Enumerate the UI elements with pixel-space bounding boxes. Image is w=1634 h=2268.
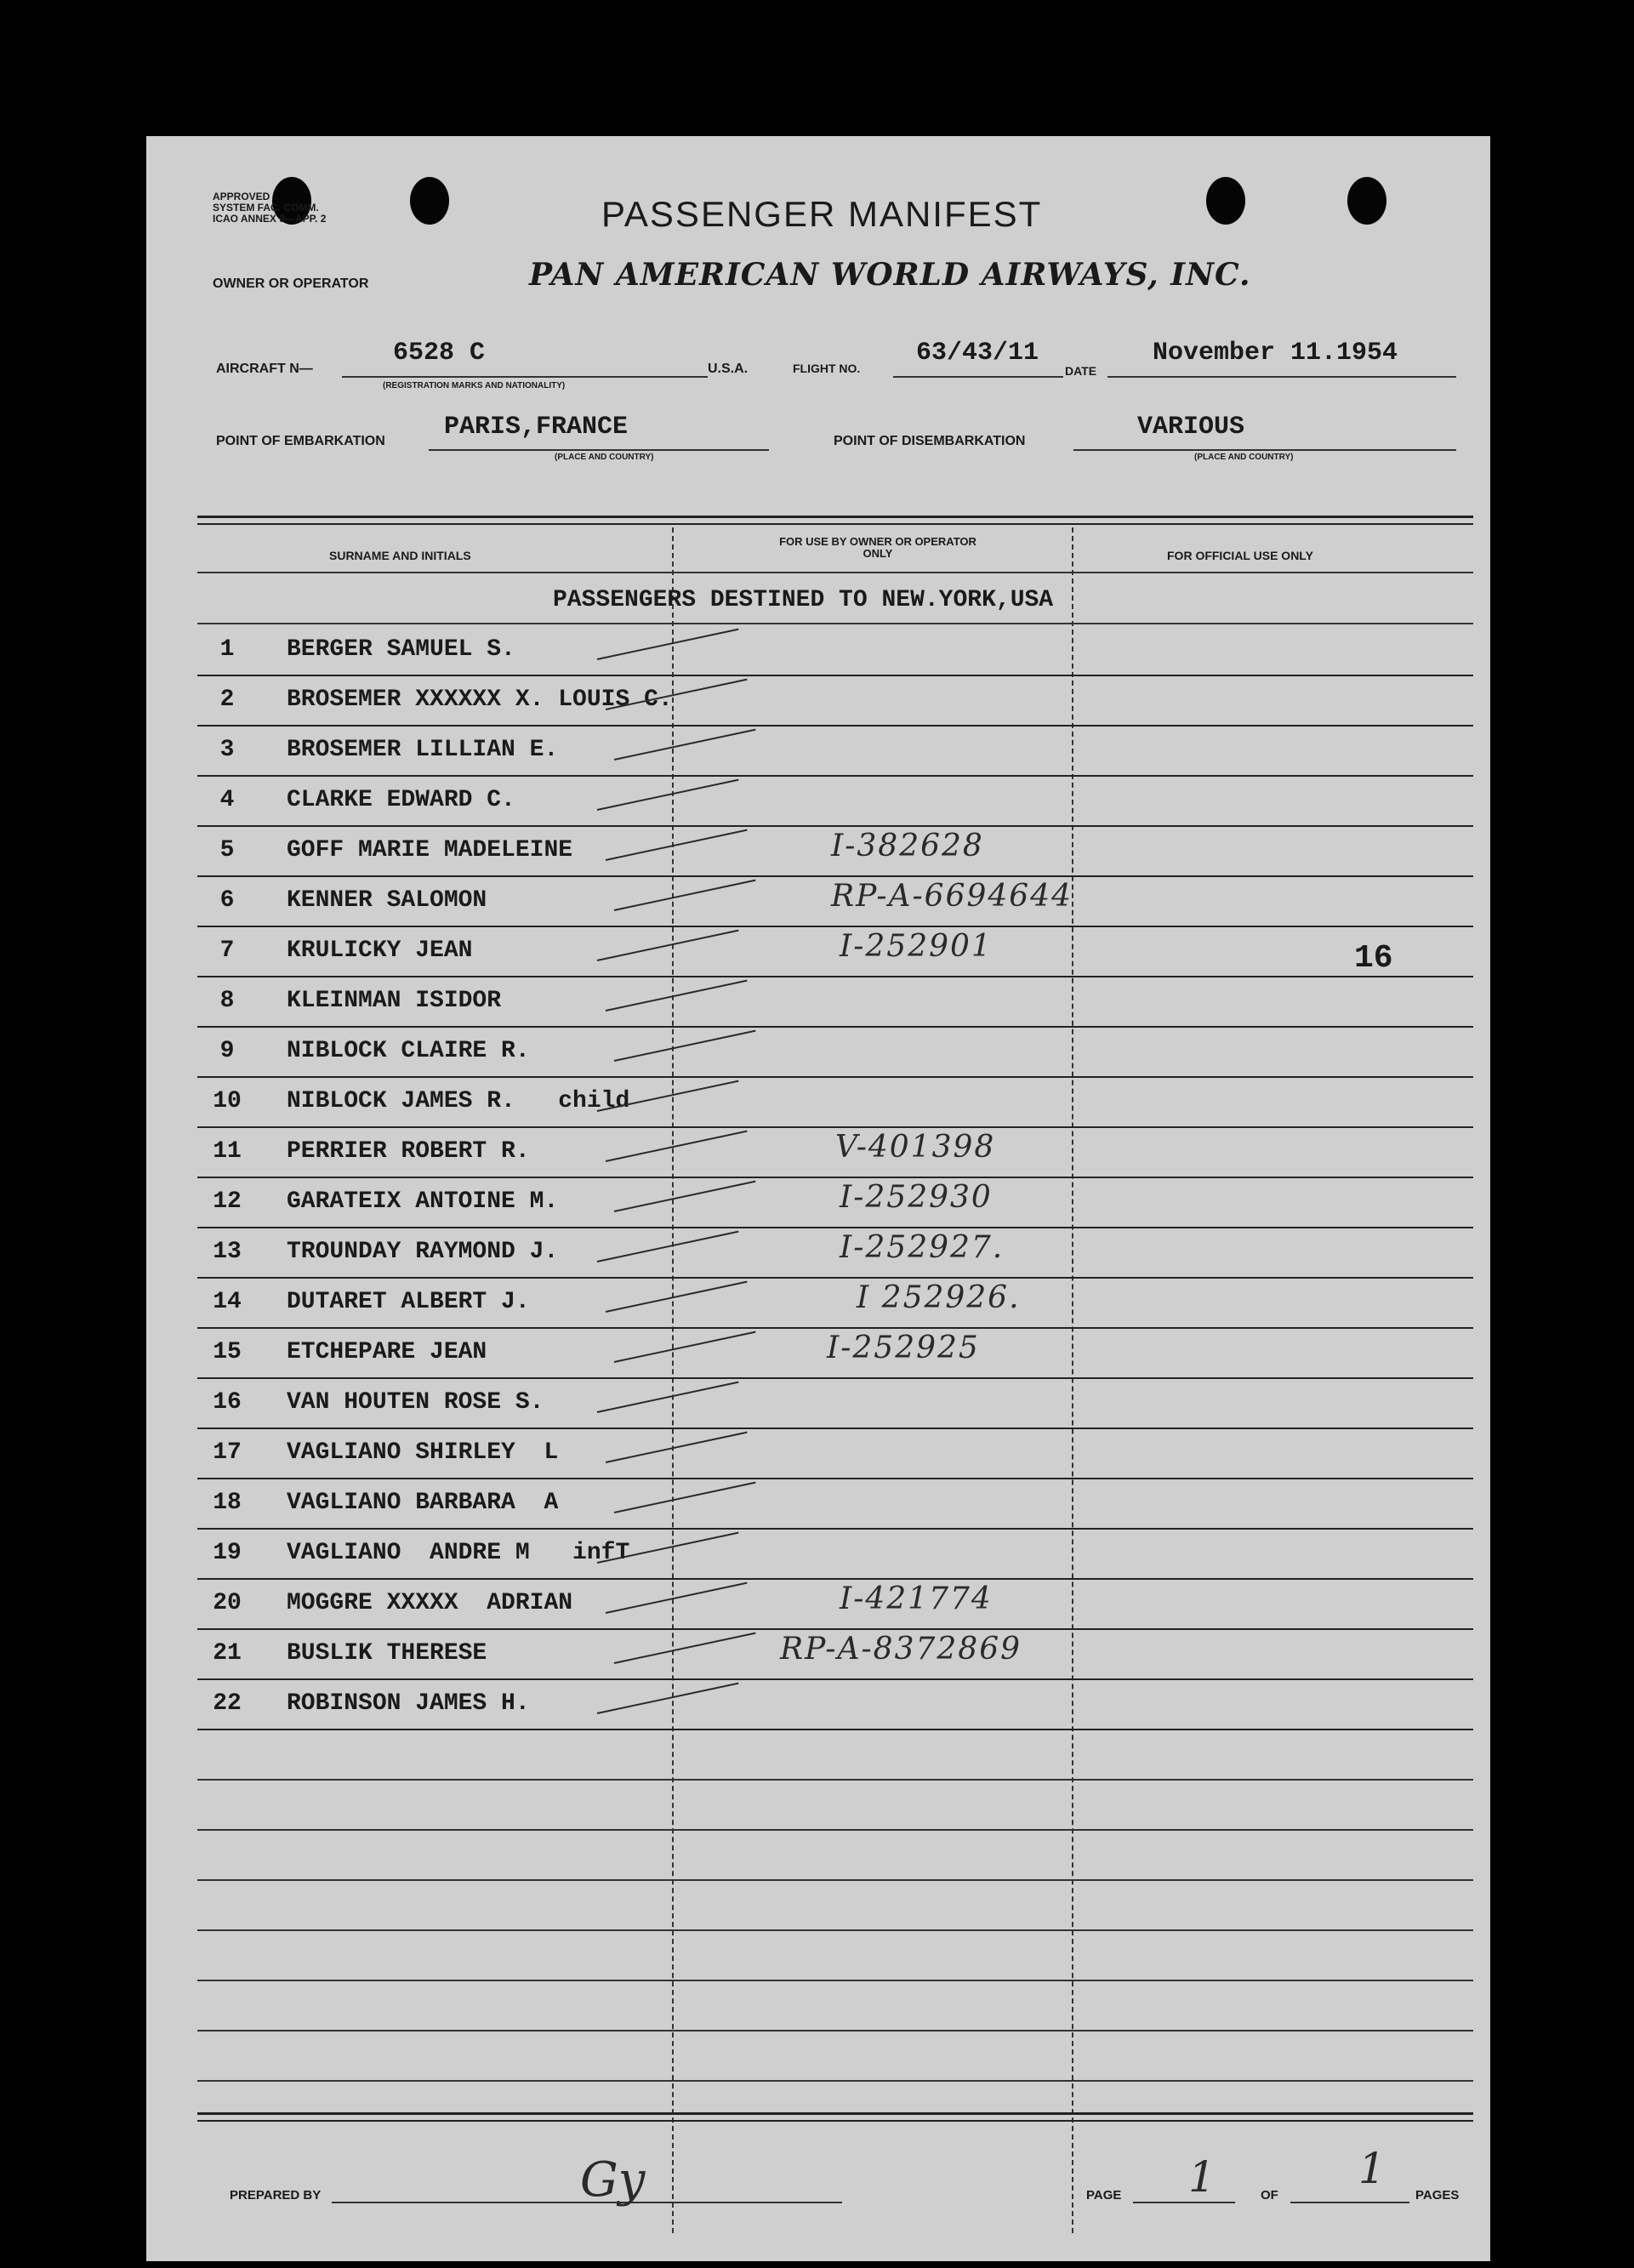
prepared-by-label: PREPARED BY xyxy=(230,2188,322,2202)
row-number: 20 xyxy=(213,1590,242,1616)
date-value: November 11.1954 xyxy=(1153,339,1398,368)
passenger-name: BROSEMER XXXXXX X. LOUIS C. xyxy=(287,687,673,713)
ruled-line xyxy=(197,1779,1473,1781)
aircraft-value: 6528 C xyxy=(393,339,486,368)
passenger-name: TROUNDAY RAYMOND J. xyxy=(287,1239,559,1265)
disembarkation-value: VARIOUS xyxy=(1137,413,1245,442)
table-row xyxy=(197,1628,1473,1680)
passport-number-note: I-252930 xyxy=(840,1180,993,1215)
disembarkation-caption: (PLACE AND COUNTRY) xyxy=(1194,453,1294,462)
embarkation-label: POINT OF EMBARKATION xyxy=(216,434,385,448)
row-number: 1 xyxy=(219,636,235,663)
table-row xyxy=(197,926,1473,977)
ruled-line xyxy=(197,1929,1473,1931)
ruled-line xyxy=(197,2030,1473,2032)
passenger-name: ROBINSON JAMES H. xyxy=(287,1690,530,1717)
table-row xyxy=(197,1327,1473,1379)
passenger-name: GOFF MARIE MADELEINE xyxy=(287,837,573,863)
approval-line: SYSTEM FAC. COMM. xyxy=(213,202,319,214)
check-mark-stroke xyxy=(606,1432,748,1463)
check-mark-stroke xyxy=(614,880,756,911)
owner-label: OWNER OR OPERATOR xyxy=(213,276,369,291)
passenger-name: CLARKE EDWARD C. xyxy=(287,787,515,813)
passenger-name: BROSEMER LILLIAN E. xyxy=(287,737,559,763)
check-mark-stroke xyxy=(614,1482,756,1513)
table-row xyxy=(197,725,1473,777)
check-mark-stroke xyxy=(597,1382,739,1413)
row-number: 9 xyxy=(219,1038,235,1064)
date-label: DATE xyxy=(1065,364,1097,378)
table-row xyxy=(197,1678,1473,1730)
row-number: 7 xyxy=(219,937,235,964)
ruled-line xyxy=(197,1879,1473,1881)
row-number: 10 xyxy=(213,1088,242,1114)
check-mark-stroke xyxy=(597,930,739,961)
owner-value: PAN AMERICAN WORLD AIRWAYS, INC. xyxy=(529,257,1251,293)
flight-value: 63/43/11 xyxy=(916,339,1039,368)
passenger-name: VAGLIANO ANDRE M infT xyxy=(287,1540,630,1566)
check-mark-stroke xyxy=(597,1683,739,1714)
check-mark-stroke xyxy=(614,1633,756,1664)
row-number: 21 xyxy=(213,1640,242,1667)
check-mark-stroke xyxy=(606,1131,748,1162)
table-row xyxy=(197,775,1473,827)
row-number: 14 xyxy=(213,1289,242,1315)
pages-label: PAGES xyxy=(1415,2188,1460,2202)
check-mark-stroke xyxy=(614,1030,756,1062)
passenger-name: BERGER SAMUEL S. xyxy=(287,636,515,663)
approval-block xyxy=(213,191,326,225)
row-number: 17 xyxy=(213,1439,242,1466)
passenger-name: KLEINMAN ISIDOR xyxy=(287,988,502,1014)
aircraft-label: AIRCRAFT N— xyxy=(216,362,313,376)
table-row xyxy=(197,1478,1473,1530)
ruled-line xyxy=(197,2080,1473,2082)
registration-caption: (REGISTRATION MARKS AND NATIONALITY) xyxy=(383,381,566,390)
table-row xyxy=(197,1177,1473,1228)
manifest-sheet xyxy=(146,136,1490,2261)
passport-number-note: I-382628 xyxy=(831,829,984,863)
check-mark-stroke xyxy=(606,1281,748,1313)
punch-hole xyxy=(1206,177,1245,225)
check-mark-stroke xyxy=(614,729,756,761)
table-row xyxy=(197,1427,1473,1479)
table-row xyxy=(197,825,1473,877)
approval-line: ICAO ANNEX 9—APP. 2 xyxy=(213,213,327,225)
table-row xyxy=(197,1227,1473,1279)
row-number: 8 xyxy=(219,988,235,1014)
row-number: 19 xyxy=(213,1540,242,1566)
passenger-name: DUTARET ALBERT J. xyxy=(287,1289,530,1315)
column-header-owner-use: FOR USE BY OWNER OR OPERATOR ONLY xyxy=(779,535,976,560)
passport-number-note: I-252925 xyxy=(827,1331,980,1365)
check-mark-stroke xyxy=(597,779,739,811)
disembarkation-label: POINT OF DISEMBARKATION xyxy=(834,434,1026,448)
passport-number-note: I-421774 xyxy=(840,1581,993,1616)
table-row xyxy=(197,1026,1473,1078)
embarkation-value: PARIS,FRANCE xyxy=(444,413,629,442)
passenger-name: VAGLIANO BARBARA A xyxy=(287,1490,559,1516)
row-number: 3 xyxy=(219,737,235,763)
table-row xyxy=(197,1126,1473,1178)
passport-number-note: RP-A-8372869 xyxy=(780,1632,1022,1667)
column-header-surname: SURNAME AND INITIALS xyxy=(329,549,471,562)
approval-line: APPROVED xyxy=(213,191,270,202)
section-heading: PASSENGERS DESTINED TO NEW.YORK,USA xyxy=(553,587,1054,613)
prepared-by-signature: Gy xyxy=(580,2152,646,2208)
row-number: 22 xyxy=(213,1690,242,1717)
passenger-name: MOGGRE XXXXX ADRIAN xyxy=(287,1590,573,1616)
passport-number-note: I 252926. xyxy=(857,1280,1021,1315)
passenger-name: KRULICKY JEAN xyxy=(287,937,473,964)
passenger-name: VAGLIANO SHIRLEY L xyxy=(287,1439,559,1466)
row-number: 15 xyxy=(213,1339,242,1365)
table-row xyxy=(197,1578,1473,1630)
check-mark-stroke xyxy=(606,829,748,861)
page-total: 1 xyxy=(1358,2144,1386,2193)
passenger-name: BUSLIK THERESE xyxy=(287,1640,487,1667)
passenger-name: KENNER SALOMON xyxy=(287,887,487,914)
row-number: 18 xyxy=(213,1490,242,1516)
passenger-name: PERRIER ROBERT R. xyxy=(287,1138,530,1165)
table-row xyxy=(197,1076,1473,1128)
table-row xyxy=(197,1377,1473,1429)
passenger-name: NIBLOCK CLAIRE R. xyxy=(287,1038,530,1064)
row-number: 13 xyxy=(213,1239,242,1265)
check-mark-stroke xyxy=(606,980,748,1011)
usa-label: U.S.A. xyxy=(708,362,749,376)
passenger-name: GARATEIX ANTOINE M. xyxy=(287,1188,559,1215)
table-row xyxy=(197,624,1473,676)
table-row xyxy=(197,1528,1473,1580)
page-label: PAGE xyxy=(1086,2188,1122,2202)
row-number: 6 xyxy=(219,887,235,914)
passport-number-note: RP-A-6694644 xyxy=(831,879,1073,914)
passport-number-note: I-252901 xyxy=(840,929,993,964)
table-row xyxy=(197,976,1473,1028)
passenger-name: VAN HOUTEN ROSE S. xyxy=(287,1389,544,1416)
embarkation-caption: (PLACE AND COUNTRY) xyxy=(555,453,654,462)
passenger-name: NIBLOCK JAMES R. child xyxy=(287,1088,630,1114)
table-row xyxy=(197,875,1473,927)
ruled-line xyxy=(197,1829,1473,1831)
ruled-line xyxy=(197,1980,1473,1981)
punch-hole xyxy=(410,177,449,225)
check-mark-stroke xyxy=(597,1231,739,1262)
passport-number-note: I-252927. xyxy=(840,1230,1005,1265)
punch-hole xyxy=(1347,177,1386,225)
check-mark-stroke xyxy=(614,1331,756,1363)
passenger-name: ETCHEPARE JEAN xyxy=(287,1339,487,1365)
row-number: 4 xyxy=(219,787,235,813)
row-number: 2 xyxy=(219,687,235,713)
flight-label: FLIGHT NO. xyxy=(793,362,861,375)
column-header-official-use: FOR OFFICIAL USE ONLY xyxy=(1167,549,1313,562)
row-number: 5 xyxy=(219,837,235,863)
passport-number-note: V-401398 xyxy=(835,1130,996,1165)
page-title: PASSENGER MANIFEST xyxy=(601,194,1043,234)
row-number: 12 xyxy=(213,1188,242,1215)
row-number: 16 xyxy=(213,1389,242,1416)
row-number: 11 xyxy=(213,1138,242,1165)
table-row xyxy=(197,675,1473,727)
table-row xyxy=(197,1277,1473,1329)
of-label: OF xyxy=(1261,2188,1278,2202)
check-mark-stroke xyxy=(614,1181,756,1212)
check-mark-stroke xyxy=(606,1582,748,1614)
page-number: 1 xyxy=(1188,2152,1216,2202)
official-passenger-count: 16 xyxy=(1354,940,1393,977)
check-mark-stroke xyxy=(597,629,739,660)
